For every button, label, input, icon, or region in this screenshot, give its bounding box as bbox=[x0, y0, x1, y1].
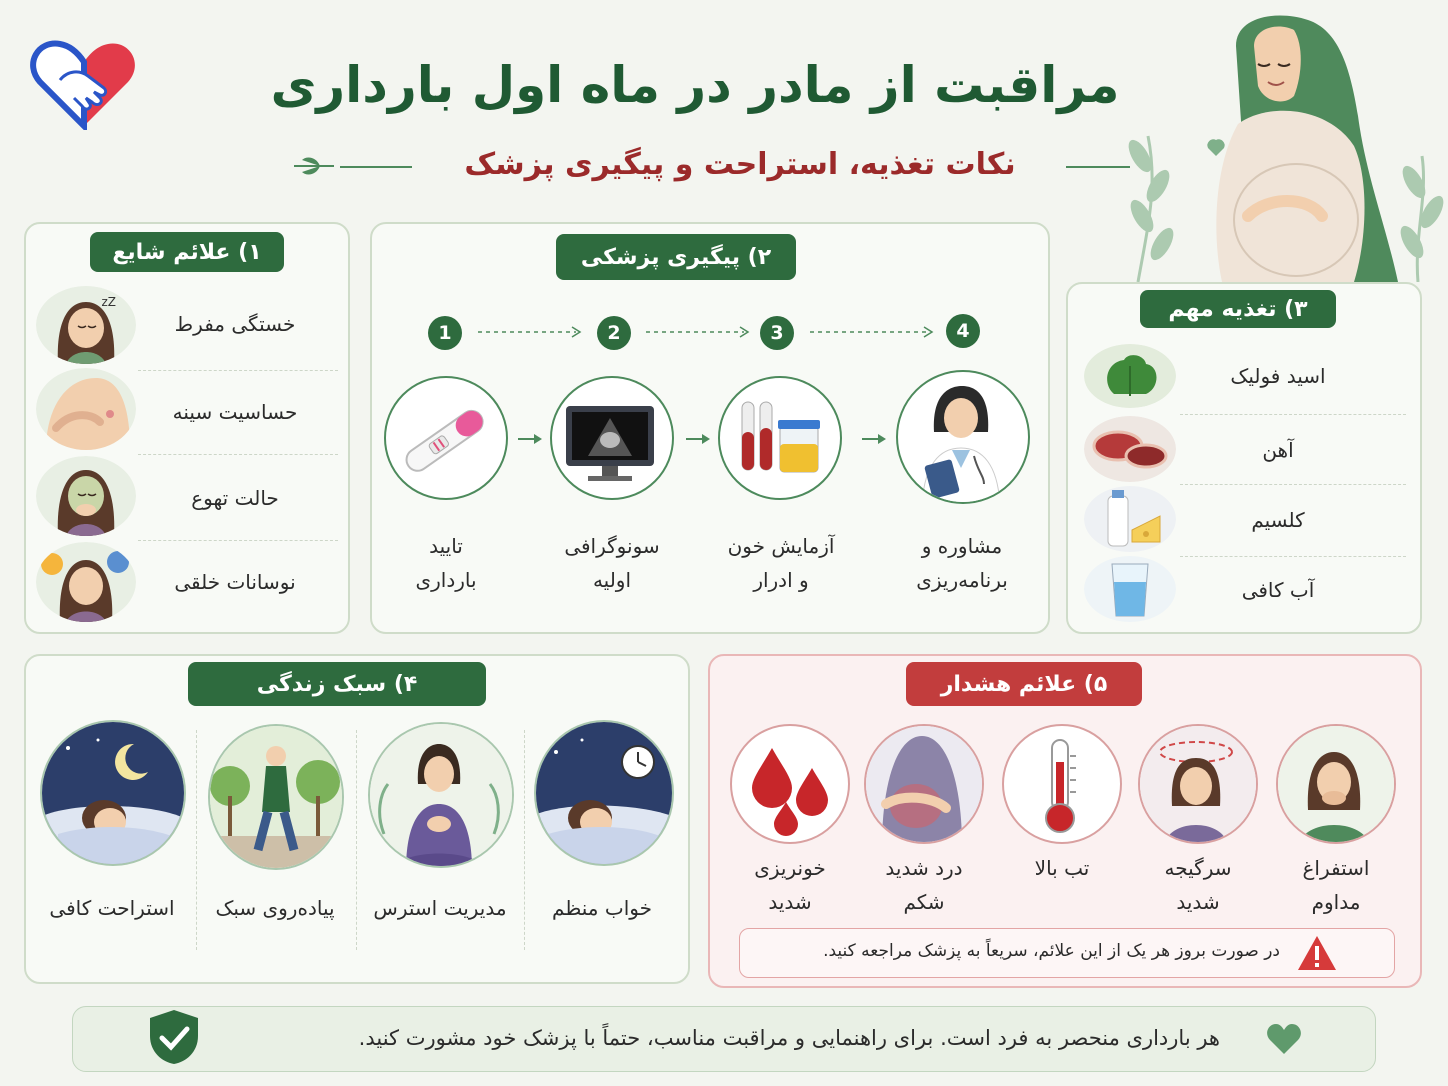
row-divider bbox=[1180, 414, 1406, 415]
warning-label-line2: شدید bbox=[1176, 890, 1220, 914]
nutrition-heading: ۳) تغذیه مهم bbox=[1140, 290, 1336, 328]
nutrient-label: اسید فولیک bbox=[1230, 364, 1326, 388]
warning-label-line1: تب بالا bbox=[1034, 856, 1090, 880]
column-divider bbox=[524, 730, 525, 950]
nausea-woman-icon bbox=[36, 456, 136, 536]
warning-label-line2: شدید bbox=[768, 890, 812, 914]
water-glass-icon bbox=[1084, 556, 1176, 622]
symptom-label: حساسیت سینه bbox=[172, 400, 298, 424]
warning-label-line2: مداوم bbox=[1311, 890, 1361, 914]
row-divider bbox=[1180, 484, 1406, 485]
arrow-right-icon bbox=[516, 432, 544, 446]
footer-text: هر بارداری منحصر به فرد است. برای راهنمایی و مراقبت مناسب، حتماً با پزشک خود مشورت کنید. bbox=[358, 1026, 1220, 1050]
pregnant-woman-illustration bbox=[1118, 6, 1444, 282]
warning-label-line1: درد شدید bbox=[885, 856, 963, 880]
checkup-heading: ۲) پیگیری پزشکی bbox=[556, 234, 796, 280]
symptom-label: خستگی مفرط bbox=[174, 312, 296, 336]
warning-label-line1: خونریزی bbox=[754, 856, 826, 880]
warning-alert-text: در صورت بروز هر یک از این علائم، سریعاً به پزشک مراجعه کنید. bbox=[823, 941, 1280, 961]
step-label-line2: و ادرار bbox=[753, 568, 809, 592]
blood-urine-test-icon bbox=[718, 376, 842, 500]
lifestyle-label: پیاده‌روی سبک bbox=[215, 896, 335, 920]
symptom-label: حالت تهوع bbox=[191, 486, 279, 510]
row-divider bbox=[138, 540, 338, 541]
column-divider bbox=[356, 730, 357, 950]
lifestyle-label: مدیریت استرس bbox=[373, 896, 507, 920]
mood-swings-icon bbox=[36, 542, 136, 622]
pregnancy-test-icon bbox=[384, 376, 508, 500]
thermometer-icon bbox=[1002, 724, 1122, 844]
nutrient-label: آهن bbox=[1262, 438, 1294, 462]
warnings-heading: ۵) علائم هشدار bbox=[906, 662, 1142, 706]
dizziness-icon bbox=[1138, 724, 1258, 844]
abdominal-pain-icon bbox=[864, 724, 984, 844]
leaf-ornament-icon bbox=[292, 154, 336, 178]
blood-drops-icon bbox=[730, 724, 850, 844]
sleepy-woman-icon bbox=[36, 286, 136, 364]
breast-tenderness-icon bbox=[36, 368, 136, 450]
step-label-line1: مشاوره و bbox=[921, 534, 1003, 558]
milk-cheese-icon bbox=[1084, 486, 1176, 552]
page-subtitle: نکات تغذیه، استراحت و پیگیری پزشک bbox=[464, 147, 1016, 182]
arrow-right-icon bbox=[860, 432, 888, 446]
nutrient-label: آب کافی bbox=[1241, 578, 1315, 602]
dashed-arrow-icon bbox=[644, 324, 752, 340]
lifestyle-heading: ۴) سبک زندگی bbox=[188, 662, 486, 706]
symptom-label: نوسانات خلقی bbox=[174, 570, 296, 594]
warning-label-line2: شکم bbox=[903, 890, 945, 914]
step-number: 2 bbox=[597, 316, 631, 350]
dashed-arrow-icon bbox=[476, 324, 584, 340]
subtitle-ornament-left-line bbox=[340, 166, 412, 168]
svg-text:zZ: zZ bbox=[101, 295, 116, 309]
step-number: 1 bbox=[428, 316, 462, 350]
vomiting-icon bbox=[1276, 724, 1396, 844]
step-label-line2: برنامه‌ریزی bbox=[916, 568, 1008, 592]
column-divider bbox=[196, 730, 197, 950]
red-meat-icon bbox=[1084, 416, 1176, 482]
step-label-line1: آزمایش خون bbox=[727, 534, 835, 558]
step-number: 3 bbox=[760, 316, 794, 350]
leafy-greens-icon bbox=[1084, 344, 1176, 408]
night-rest-icon bbox=[40, 720, 186, 866]
nutrient-label: کلسیم bbox=[1251, 508, 1305, 532]
step-label-line2: اولیه bbox=[592, 568, 632, 592]
lifestyle-label: خواب منظم bbox=[552, 896, 652, 920]
row-divider bbox=[138, 454, 338, 455]
arrow-right-icon bbox=[684, 432, 712, 446]
ultrasound-monitor-icon bbox=[550, 376, 674, 500]
dashed-arrow-icon bbox=[808, 324, 936, 340]
walking-icon bbox=[208, 724, 344, 870]
row-divider bbox=[1180, 556, 1406, 557]
step-label-line2: بارداری bbox=[415, 568, 477, 592]
brand-logo bbox=[30, 36, 138, 130]
warning-label-line1: استفراغ bbox=[1302, 856, 1370, 880]
lifestyle-label: استراحت کافی bbox=[49, 896, 175, 920]
warning-triangle-icon bbox=[1296, 934, 1338, 972]
shield-check-icon bbox=[148, 1008, 200, 1066]
step-label-line1: تایید bbox=[429, 534, 463, 558]
symptoms-heading: ۱) علائم شایع bbox=[90, 232, 284, 272]
doctor-icon bbox=[896, 370, 1030, 504]
warning-label-line1: سرگیجه bbox=[1164, 856, 1232, 880]
step-label-line1: سونوگرافی bbox=[564, 534, 660, 558]
heart-icon bbox=[1266, 1024, 1302, 1056]
page-title: مراقبت از مادر در ماه اول بارداری bbox=[270, 56, 1120, 114]
meditation-icon bbox=[368, 722, 514, 868]
sleep-clock-icon bbox=[534, 720, 674, 866]
step-number: 4 bbox=[946, 314, 980, 348]
row-divider bbox=[138, 370, 338, 371]
